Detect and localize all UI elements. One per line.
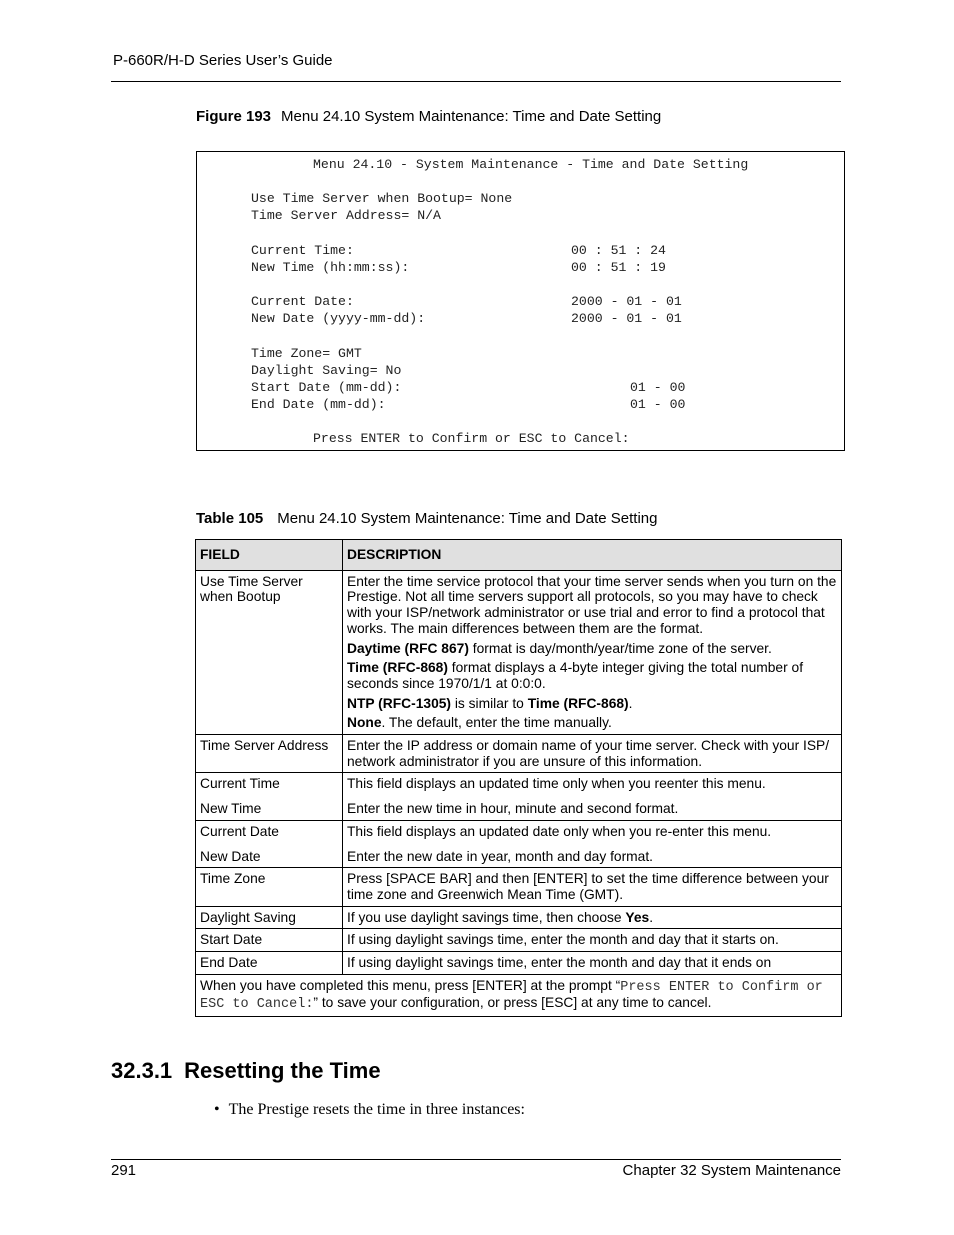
- text: . The default, enter the time manually.: [381, 715, 612, 731]
- screen-prompt: Press ENTER to Confirm or ESC to Cancel:: [313, 431, 630, 446]
- field-cell: Time Server Address: [196, 735, 343, 773]
- screen-value-end-date: 01 - 00: [630, 397, 686, 412]
- emphasis: None: [347, 715, 382, 731]
- prompt-text: Press ENTER to Confirm or ESC to Cancel:: [200, 979, 823, 1013]
- table-row: [196, 820, 842, 867]
- field-cell: Time Zone: [196, 868, 343, 906]
- table-title: Menu 24.10 System Maintenance: Time and Date Setting: [277, 510, 658, 527]
- running-header: P-660R/H-D Series User’s Guide: [113, 52, 333, 69]
- screen-value-start-date: 01 - 00: [630, 380, 686, 395]
- header-field: FIELD: [196, 540, 343, 571]
- screen-label-start-date: Start Date (mm-dd):: [251, 380, 402, 395]
- text: .: [628, 695, 633, 711]
- screen-line-time-zone: Time Zone= GMT: [251, 346, 362, 361]
- description-text: Enter the new time in hour, minute and second format.: [347, 801, 679, 817]
- description-text: [347, 641, 837, 657]
- text: format displays a 4-byte integer giving the total number of seconds since 1970/1/1 at 0:0:0.: [347, 660, 804, 691]
- text: When you have completed this menu, press [ENTER] at the prompt “: [200, 977, 621, 993]
- field-label: Current Time: [200, 776, 280, 792]
- description-text: [347, 660, 837, 691]
- text: format is day/month/year/time zone of the server.: [468, 640, 772, 656]
- screen-value-new-time: 00 : 51 : 19: [571, 260, 666, 275]
- bullet-text: The Prestige resets the time in three instances:: [228, 1101, 525, 1118]
- emphasis: Yes: [625, 909, 650, 925]
- table-row: [196, 952, 842, 975]
- table-row: [196, 570, 842, 734]
- emphasis: Daytime (RFC 867): [347, 640, 469, 656]
- footer-divider: [111, 1159, 841, 1160]
- description-cell: [343, 570, 842, 734]
- description-cell: Enter the IP address or domain name of your time server. Check with your ISP/ network administrator if you are unsure of this information.: [343, 735, 842, 773]
- screen-line-time-server-address: Time Server Address= N/A: [251, 208, 441, 223]
- chapter-label: Chapter 32 System Maintenance: [622, 1162, 841, 1179]
- section-title: Resetting the Time: [184, 1058, 381, 1083]
- figure-caption: [196, 108, 661, 125]
- screen-line-daylight-saving: Daylight Saving= No: [251, 363, 402, 378]
- screen-menu-title: Menu 24.10 - System Maintenance - Time and Date Setting: [313, 157, 749, 172]
- screen-label-new-date: New Date (yyyy-mm-dd):: [251, 311, 426, 326]
- figure-title: Menu 24.10 System Maintenance: Time and Date Setting: [281, 108, 662, 125]
- field-cell: End Date: [196, 952, 343, 975]
- table-row: [196, 773, 842, 820]
- bullet-icon: •: [214, 1101, 220, 1118]
- screen-value-current-time: 00 : 51 : 24: [571, 243, 666, 258]
- page-number: 291: [111, 1162, 137, 1179]
- text: .: [649, 909, 654, 925]
- table-row: [196, 906, 842, 929]
- screen-label-new-time: New Time (hh:mm:ss):: [251, 260, 410, 275]
- screen-value-new-date: 2000 - 01 - 01: [571, 311, 682, 326]
- footnote-cell: [196, 974, 842, 1016]
- table-row: [196, 735, 842, 773]
- description-cell: [343, 820, 842, 867]
- field-label: Current Date: [200, 823, 279, 839]
- description-cell: [343, 906, 842, 929]
- table-header-row: [196, 540, 842, 571]
- header-description: DESCRIPTION: [343, 540, 842, 571]
- field-label: New Date: [200, 848, 261, 864]
- field-cell: Use Time Server when Bootup: [196, 570, 343, 734]
- emphasis: NTP (RFC-1305): [347, 695, 452, 711]
- screen-label-current-date: Current Date:: [251, 294, 354, 309]
- figure-number: Figure 193: [196, 108, 272, 125]
- table-row: [196, 929, 842, 952]
- bullet-item: [214, 1101, 525, 1119]
- text: is similar to: [451, 695, 528, 711]
- description-cell: If using daylight savings time, enter the month and day that it starts on.: [343, 929, 842, 952]
- section-heading: [111, 1058, 381, 1084]
- screen-value-current-date: 2000 - 01 - 01: [571, 294, 682, 309]
- description-text: [347, 696, 837, 712]
- description-text: [347, 715, 837, 731]
- description-text: This field displays an updated date only when you re-enter this menu.: [347, 823, 772, 839]
- table-row: [196, 974, 842, 1016]
- text: If you use daylight savings time, then choose: [347, 909, 626, 925]
- description-text: This field displays an updated time only when you reenter this menu.: [347, 776, 766, 792]
- description-cell: If using daylight savings time, enter the month and day that it ends on: [343, 952, 842, 975]
- field-label: New Time: [200, 801, 262, 817]
- section-number: 32.3.1: [111, 1058, 173, 1083]
- description-text: Enter the time service protocol that your time server sends when you turn on the Prestige. Not all time servers support all protocols, so you may have to check with your ISP/network administrator or use trial and error to find a protocol that works. The main differences between them are the format.: [347, 573, 837, 636]
- field-cell: [196, 820, 343, 867]
- description-text: Enter the new date in year, month and day format.: [347, 848, 654, 864]
- table-number: Table 105: [196, 510, 264, 527]
- table-row: [196, 868, 842, 906]
- header-divider: [111, 81, 841, 82]
- screen-label-end-date: End Date (mm-dd):: [251, 397, 386, 412]
- field-cell: Start Date: [196, 929, 343, 952]
- field-description-table: [195, 539, 842, 1017]
- emphasis: Time (RFC-868): [347, 660, 448, 676]
- screen-line-time-server-bootup: Use Time Server when Bootup= None: [251, 191, 513, 206]
- description-cell: Press [SPACE BAR] and then [ENTER] to set the time difference between your time zone and Greenwich Mean Time (GMT).: [343, 868, 842, 906]
- terminal-screen: [196, 151, 845, 451]
- field-cell: Daylight Saving: [196, 906, 343, 929]
- text: ” to save your configuration, or press [ESC] at any time to cancel.: [313, 995, 712, 1011]
- field-cell: [196, 773, 343, 820]
- emphasis: Time (RFC-868): [527, 695, 629, 711]
- description-cell: [343, 773, 842, 820]
- table-caption: [196, 510, 657, 527]
- screen-label-current-time: Current Time:: [251, 243, 354, 258]
